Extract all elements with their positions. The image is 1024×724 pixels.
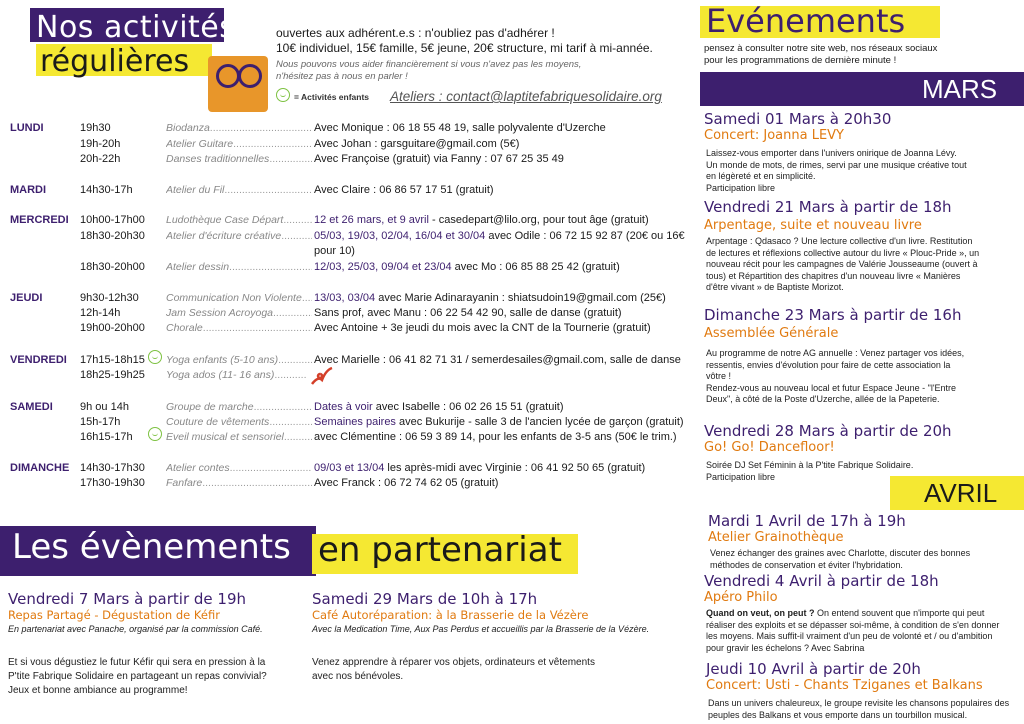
row-detail-text: avec Mo : 06 85 88 25 42 (gratuit) [451, 261, 620, 273]
row-time: 16h15-17h [80, 431, 133, 443]
event-name: Concert: Usti - Chants Tziganes et Balkans [706, 678, 983, 693]
row-activity [166, 369, 306, 381]
row-detail [314, 230, 685, 242]
day-dimanche: DIMANCHE [10, 462, 70, 474]
row-time: 10h00-17h00 [80, 214, 145, 226]
row-activity [166, 153, 312, 165]
event-line: pour gravir les échelons ? Avec Sabrina [706, 642, 865, 653]
events-title: Evénements [706, 2, 906, 40]
event-name: Repas Partagé - Dégustation de Kéfir [8, 608, 220, 622]
row-activity-label: Groupe de marche [166, 401, 254, 413]
kids-face-icon [148, 427, 162, 441]
event-line: tous) et Répartition des chapitres d'un nouveau livre « Manières [706, 270, 961, 281]
event-date: Vendredi 21 Mars à partir de 18h [704, 198, 952, 216]
event-line: de lectures et réflexions collective autour du livre « Plouc-Pride », un [706, 247, 980, 258]
row-activity [166, 401, 312, 413]
event-name: Concert: Joanna LEVY [704, 128, 844, 143]
row-detail-date: Semaines paires [314, 416, 396, 428]
row-time: 19h30 [80, 122, 111, 134]
partner-title-line2: en partenariat [318, 530, 562, 570]
row-detail [314, 261, 620, 273]
row-activity [166, 477, 312, 489]
row-activity-label: Ludothèque Case Départ [166, 214, 284, 226]
row-detail-date: 13/03, 03/04 [314, 292, 376, 304]
row-detail: Avec Marielle : 06 41 82 71 31 / semerdesailes@gmail.com, salle de danse [314, 354, 681, 366]
row-detail: Sans prof, avec Manu : 06 22 54 42 90, salle de danse (gratuit) [314, 307, 622, 319]
event-name: Atelier Grainothèque [708, 530, 844, 545]
event-name: Assemblée Générale [704, 326, 839, 341]
month-mars: MARS [922, 74, 998, 104]
row-activity [166, 261, 312, 273]
event-date: Jeudi 10 Avril à partir de 20h [706, 660, 921, 678]
event-date: Dimanche 23 Mars à partir de 16h [704, 306, 962, 324]
event-date: Vendredi 28 Mars à partir de 20h [704, 422, 952, 440]
row-detail-date: 05/03, 19/03, 02/04, 16/04 et 30/04 [314, 230, 486, 242]
event-credit: En partenariat avec Panache, organisé par la commission Café. [8, 624, 263, 634]
event-line: Au programme de notre AG annuelle : Venez partager vos idées, [706, 348, 965, 358]
row-detail-cont: pour 10) [314, 245, 355, 257]
row-activity-label: Atelier contes [166, 462, 230, 474]
event-date: Vendredi 4 Avril à partir de 18h [704, 572, 939, 590]
event-body-line: avec nos bénévoles. [312, 671, 404, 682]
day-samedi: SAMEDI [10, 401, 53, 413]
row-time: 9h ou 14h [80, 401, 129, 413]
day-lundi: LUNDI [10, 122, 44, 134]
intro-line2: 10€ individuel, 15€ famille, 5€ jeune, 20€ structure, mi tarif à mi-année. [276, 41, 653, 55]
row-detail [314, 462, 645, 474]
row-detail-date: 12 et 26 mars, et 9 avril [314, 214, 429, 226]
row-detail [314, 401, 564, 413]
row-detail: Avec Monique : 06 18 55 48 19, salle polyvalente d'Uzerche [314, 122, 606, 134]
event-line: Laissez-vous emporter dans l'univers onirique de Joanna Lévy. [706, 148, 957, 158]
row-activity-label: Biodanza [166, 122, 210, 134]
row-detail: Avec Johan : garsguitare@gmail.com (5€) [314, 138, 520, 150]
event-line: vôtre ! [706, 371, 732, 381]
day-mercredi: MERCREDI [10, 214, 69, 226]
event-date: Vendredi 7 Mars à partir de 19h [8, 590, 247, 608]
event-line: Venez échanger des graines avec Charlotte, discuter des bonnes [710, 548, 971, 558]
event-line: Dans un univers chaleureux, le groupe revisite les chansons populaires des [708, 698, 1010, 708]
row-detail: Avec Franck : 06 72 74 62 05 (gratuit) [314, 477, 499, 489]
row-detail: Avec Claire : 06 86 57 17 51 (gratuit) [314, 184, 494, 196]
event-body-line: Jeux et bonne ambiance au programme! [8, 685, 188, 696]
logo-icon [208, 56, 268, 112]
row-activity-label: Atelier du Fil [166, 184, 225, 196]
row-activity-label: Jam Session Acroyoga [166, 307, 273, 319]
row-time: 18h30-20h00 [80, 261, 145, 273]
day-jeudi: JEUDI [10, 292, 43, 304]
row-activity [166, 431, 312, 443]
row-detail-text: les après-midi avec Virginie : 06 41 92 50 65 (gratuit) [384, 462, 646, 474]
row-time: 18h30-20h30 [80, 230, 145, 242]
row-activity [166, 214, 312, 226]
intro-small [276, 59, 686, 83]
partner-title-line1: Les évènements [12, 527, 291, 567]
row-time: 19h00-20h00 [80, 322, 145, 334]
row-time: 17h30-19h30 [80, 477, 145, 489]
events-intro [704, 43, 1004, 67]
row-activity [166, 122, 312, 134]
row-detail: avec Clémentine : 06 59 3 89 14, pour les enfants de 3-5 ans (50€ le trim.) [314, 431, 677, 443]
event-date: Mardi 1 Avril de 17h à 19h [708, 512, 906, 530]
intro-small2: n'hésitez pas à nous en parler ! [276, 71, 408, 82]
row-time: 17h15-18h15 [80, 354, 145, 366]
row-activity [166, 184, 312, 196]
intro [276, 26, 686, 83]
day-vendredi: VENDREDI [10, 354, 67, 366]
row-time: 20h-22h [80, 153, 121, 165]
row-detail [314, 214, 649, 226]
event-name: Go! Go! Dancefloor! [704, 440, 835, 455]
event-line: Deux", à côté de la Poste d'Uzerche, allée de la Papeterie. [706, 394, 940, 404]
event-line: Participation libre [706, 471, 776, 482]
event-line: ressentis, envies d'évolution pour faire de cette association la [706, 359, 951, 370]
event-line: Un monde de mots, de rimes, servi par une musique créative tout [706, 159, 967, 170]
row-time: 14h30-17h [80, 184, 133, 196]
row-activity-label: Couture de vêtements [166, 416, 270, 428]
event-line: peuples des Balkans et vous emporte dans un tourbillon musical. [708, 709, 968, 720]
event-line: Participation libre [706, 182, 776, 193]
row-time: 18h25-19h25 [80, 369, 145, 381]
event-line: les moyens. Mais suffit-il vraiment d'un peu de volonté et / ou d'ambition [706, 631, 993, 641]
event-line: méthodes de conservation et éviter l'hybridation. [710, 559, 903, 570]
row-time: 15h-17h [80, 416, 121, 428]
row-time: 12h-14h [80, 307, 121, 319]
event-line: en légèreté et en simplicité. [706, 171, 816, 181]
event-name: Café Autoréparation: à la Brasserie de la Vézère [312, 608, 589, 622]
intro-line1: ouvertes aux adhérent.e.s : n'oubliez pas d'adhérer ! [276, 26, 555, 40]
event-name: Arpentage, suite et nouveau livre [704, 218, 922, 233]
event-body-line: Et si vous dégustiez le futur Kéfir qui sera en pression à la [8, 657, 266, 668]
row-activity [166, 138, 312, 150]
row-activity-label: Danses traditionnelles [166, 153, 270, 165]
event-line: d'être vivant » de Baptiste Morizot. [706, 282, 844, 292]
row-activity-label: Atelier d'écriture créative [166, 230, 282, 242]
row-detail-text: avec Odile : 06 72 15 92 87 (20€ ou 16€ [485, 230, 685, 242]
row-detail: Avec Antoine + 3e jeudi du mois avec la CNT de la Tournerie (gratuit) [314, 322, 651, 334]
event-body-line: Venez apprendre à réparer vos objets, ordinateurs et vêtements [312, 657, 595, 668]
month-avril: AVRIL [924, 478, 998, 508]
event-question: Quand on veut, on peut ? [706, 608, 815, 618]
event-credit: Avec la Medication Time, Aux Pas Perdus et accueillis par la Brasserie de la Vézère. [312, 624, 650, 634]
row-detail [314, 416, 684, 428]
row-activity [166, 322, 312, 334]
row-detail-text: avec Bukurije - salle 3 de l'ancien lycée de garçon (gratuit) [395, 416, 684, 428]
row-activity-label: Atelier Guitare [166, 138, 234, 150]
row-activity [166, 462, 312, 474]
row-activity [166, 307, 312, 319]
day-mardi: MARDI [10, 184, 47, 196]
row-activity-label: Yoga enfants (5-10 ans) [166, 354, 279, 366]
kids-legend: = Activités enfants [294, 92, 370, 102]
event-date: Samedi 01 Mars à 20h30 [704, 110, 892, 128]
row-time: 14h30-17h30 [80, 462, 145, 474]
row-detail-text: avec Isabelle : 06 02 26 15 51 (gratuit) [372, 401, 564, 413]
row-activity-label: Communication Non Violente [166, 292, 302, 304]
row-activity-label: Atelier dessin [166, 261, 230, 273]
row-detail-text: avec Marie Adinarayanin : shiatsudoin19@gmail.com (25€) [375, 292, 666, 304]
row-detail-date: 12/03, 25/03, 09/04 et 23/04 [314, 261, 452, 273]
row-time: 9h30-12h30 [80, 292, 139, 304]
event-line: Rendez-vous au nouveau local et futur Espace Jeune - "l'Entre [706, 382, 957, 393]
event-line: Arpentage : Qdasaco ? Une lecture collective d'un livre. Restitution [706, 236, 973, 246]
row-detail-text: - casedepart@lilo.org, pour tout âge (gratuit) [428, 214, 649, 226]
dancer-icon [310, 366, 334, 386]
event-name: Apéro Philo [704, 590, 778, 605]
row-activity-label: Yoga ados (11- 16 ans) [166, 369, 275, 381]
row-detail: Avec Françoise (gratuit) via Fanny : 07 67 25 35 49 [314, 153, 564, 165]
row-detail-date: 09/03 et 13/04 [314, 462, 385, 474]
ateliers-contact-link[interactable]: Ateliers : contact@laptitefabriquesolidaire.org [390, 89, 662, 104]
page-title-line1: Nos activités [36, 10, 236, 45]
event-line: nouveau récit pour les campagnes de Valérie Jousseaume (ouvert à [706, 259, 978, 269]
kids-face-icon [276, 88, 290, 102]
event-date: Samedi 29 Mars de 10h à 17h [312, 590, 538, 608]
events-intro-line: pensez à consulter notre site web, nos réseaux sociaux [704, 43, 938, 54]
row-detail [314, 292, 666, 304]
row-activity-label: Chorale [166, 322, 203, 334]
row-activity [166, 292, 312, 304]
kids-face-icon [148, 350, 162, 364]
row-activity-label: Fanfare [166, 477, 203, 489]
event-line: réaliser des exploits et se dépasser soi-même, à condition de s'en donner [706, 619, 1000, 630]
row-detail-date: Dates à voir [314, 401, 373, 413]
row-activity-label: Eveil musical et sensoriel [166, 431, 284, 443]
row-activity [166, 416, 312, 428]
intro-small1: Nous pouvons vous aider financièrement si vous n'avez pas les moyens, [276, 59, 582, 70]
row-activity [166, 230, 312, 242]
row-time: 19h-20h [80, 138, 121, 150]
event-body-line: P'tite Fabrique Solidaire en partageant un repas convivial? [8, 671, 267, 682]
event-line: Soirée DJ Set Féminin à la P'tite Fabrique Solidaire. [706, 460, 914, 470]
events-intro-line: pour les programmations de dernière minute ! [704, 55, 897, 66]
row-activity [166, 354, 312, 366]
page-title-line2: régulières [40, 44, 190, 79]
event-line: On entend souvent que n'importe qui peut [814, 608, 985, 618]
